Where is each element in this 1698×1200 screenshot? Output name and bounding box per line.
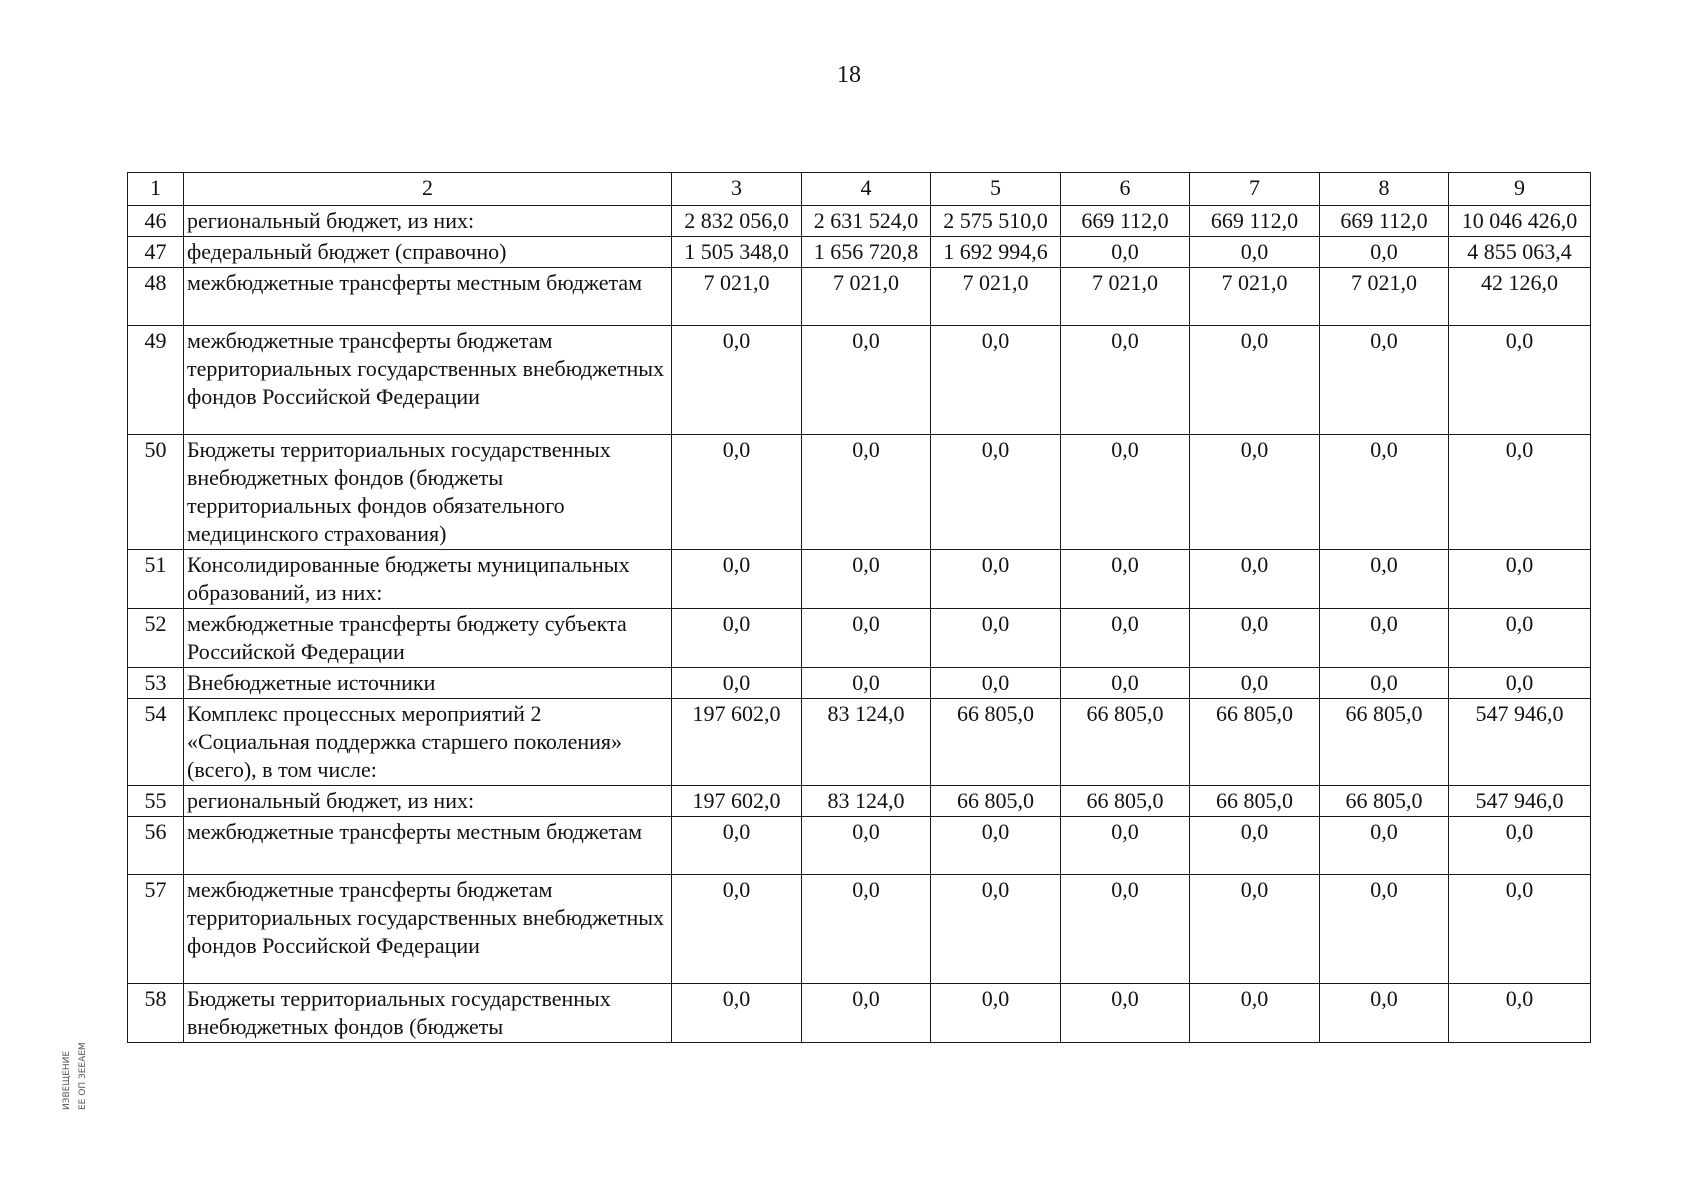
value-cell-col-6: 0,0	[1061, 326, 1190, 435]
value-cell-col-6: 0,0	[1061, 237, 1190, 268]
row-number: 57	[128, 875, 184, 984]
value-cell-col-7: 0,0	[1190, 326, 1320, 435]
value-cell-col-6: 66 805,0	[1061, 786, 1190, 817]
value-cell-col-5: 0,0	[931, 817, 1061, 875]
value-cell-col-6: 0,0	[1061, 817, 1190, 875]
row-label: межбюджетные трансферты местным бюджетам	[184, 268, 672, 326]
value-cell-col-4: 7 021,0	[802, 268, 931, 326]
value-cell-col-9: 42 126,0	[1449, 268, 1591, 326]
value-cell-col-4: 0,0	[802, 435, 931, 550]
value-cell-col-8: 0,0	[1320, 237, 1449, 268]
table-row	[128, 699, 1591, 786]
table-row	[128, 984, 1591, 1043]
value-cell-col-4: 0,0	[802, 984, 931, 1043]
value-cell-col-4: 0,0	[802, 609, 931, 668]
value-cell-col-5: 0,0	[931, 984, 1061, 1043]
value-cell-col-7: 0,0	[1190, 609, 1320, 668]
row-label: Консолидированные бюджеты муниципальных образований, из них:	[184, 550, 672, 609]
value-cell-col-3: 0,0	[672, 326, 802, 435]
value-cell-col-3: 0,0	[672, 817, 802, 875]
value-cell-col-5: 7 021,0	[931, 268, 1061, 326]
row-number: 50	[128, 435, 184, 550]
value-cell-col-5: 0,0	[931, 609, 1061, 668]
header-cell-4: 4	[802, 173, 931, 206]
value-cell-col-7: 0,0	[1190, 984, 1320, 1043]
value-cell-col-4: 0,0	[802, 550, 931, 609]
row-number: 51	[128, 550, 184, 609]
value-cell-col-3: 0,0	[672, 550, 802, 609]
value-cell-col-3: 2 832 056,0	[672, 206, 802, 237]
value-cell-col-5: 0,0	[931, 326, 1061, 435]
row-number: 49	[128, 326, 184, 435]
value-cell-col-8: 7 021,0	[1320, 268, 1449, 326]
value-cell-col-3: 0,0	[672, 668, 802, 699]
value-cell-col-4: 0,0	[802, 875, 931, 984]
budget-table	[127, 172, 1591, 1043]
row-number: 52	[128, 609, 184, 668]
value-cell-col-8: 0,0	[1320, 984, 1449, 1043]
value-cell-col-3: 0,0	[672, 609, 802, 668]
value-cell-col-7: 0,0	[1190, 875, 1320, 984]
value-cell-col-3: 197 602,0	[672, 699, 802, 786]
table-row	[128, 609, 1591, 668]
table-row	[128, 435, 1591, 550]
row-label: межбюджетные трансферты бюджетам территориальных государственных внебюджетных фондов Российской Федерации	[184, 326, 672, 435]
value-cell-col-3: 0,0	[672, 875, 802, 984]
value-cell-col-9: 0,0	[1449, 984, 1591, 1043]
header-cell-6: 6	[1061, 173, 1190, 206]
header-cell-2: 2	[184, 173, 672, 206]
value-cell-col-9: 0,0	[1449, 609, 1591, 668]
value-cell-col-4: 0,0	[802, 817, 931, 875]
value-cell-col-9: 547 946,0	[1449, 786, 1591, 817]
value-cell-col-6: 0,0	[1061, 875, 1190, 984]
value-cell-col-8: 66 805,0	[1320, 786, 1449, 817]
value-cell-col-8: 0,0	[1320, 875, 1449, 984]
value-cell-col-3: 0,0	[672, 435, 802, 550]
value-cell-col-6: 669 112,0	[1061, 206, 1190, 237]
header-cell-9: 9	[1449, 173, 1591, 206]
value-cell-col-8: 669 112,0	[1320, 206, 1449, 237]
value-cell-col-7: 0,0	[1190, 817, 1320, 875]
value-cell-col-9: 0,0	[1449, 435, 1591, 550]
value-cell-col-6: 7 021,0	[1061, 268, 1190, 326]
header-cell-7: 7	[1190, 173, 1320, 206]
stamp-line: ИЗВЕЩЕНИЕ	[62, 1050, 72, 1110]
side-stamp	[28, 900, 98, 1115]
table-header-row	[128, 173, 1591, 206]
row-label: Внебюджетные источники	[184, 668, 672, 699]
value-cell-col-7: 7 021,0	[1190, 268, 1320, 326]
header-cell-1: 1	[128, 173, 184, 206]
value-cell-col-8: 0,0	[1320, 609, 1449, 668]
row-label: межбюджетные трансферты местным бюджетам	[184, 817, 672, 875]
value-cell-col-9: 0,0	[1449, 817, 1591, 875]
value-cell-col-4: 0,0	[802, 326, 931, 435]
row-label: межбюджетные трансферты бюджетам территориальных государственных внебюджетных фондов Российской Федерации	[184, 875, 672, 984]
value-cell-col-7: 66 805,0	[1190, 786, 1320, 817]
value-cell-col-3: 197 602,0	[672, 786, 802, 817]
value-cell-col-9: 10 046 426,0	[1449, 206, 1591, 237]
value-cell-col-9: 0,0	[1449, 550, 1591, 609]
header-cell-5: 5	[931, 173, 1061, 206]
value-cell-col-5: 2 575 510,0	[931, 206, 1061, 237]
header-cell-3: 3	[672, 173, 802, 206]
value-cell-col-5: 0,0	[931, 435, 1061, 550]
value-cell-col-9: 4 855 063,4	[1449, 237, 1591, 268]
value-cell-col-8: 0,0	[1320, 550, 1449, 609]
table-row	[128, 786, 1591, 817]
row-label: федеральный бюджет (справочно)	[184, 237, 672, 268]
stamp-line: ЕЕ ОП ЗЕЕАЕМ	[78, 1042, 88, 1110]
value-cell-col-4: 83 124,0	[802, 786, 931, 817]
row-number: 48	[128, 268, 184, 326]
table-row	[128, 206, 1591, 237]
value-cell-col-5: 66 805,0	[931, 786, 1061, 817]
table-row	[128, 550, 1591, 609]
value-cell-col-9: 0,0	[1449, 326, 1591, 435]
value-cell-col-6: 0,0	[1061, 550, 1190, 609]
value-cell-col-5: 0,0	[931, 875, 1061, 984]
value-cell-col-8: 0,0	[1320, 668, 1449, 699]
value-cell-col-3: 7 021,0	[672, 268, 802, 326]
value-cell-col-9: 0,0	[1449, 668, 1591, 699]
value-cell-col-7: 0,0	[1190, 435, 1320, 550]
table-row	[128, 875, 1591, 984]
row-number: 58	[128, 984, 184, 1043]
value-cell-col-5: 0,0	[931, 550, 1061, 609]
page-number: 18	[837, 62, 861, 88]
value-cell-col-6: 0,0	[1061, 435, 1190, 550]
value-cell-col-3: 1 505 348,0	[672, 237, 802, 268]
value-cell-col-8: 0,0	[1320, 817, 1449, 875]
table-row	[128, 326, 1591, 435]
table-row	[128, 668, 1591, 699]
value-cell-col-6: 0,0	[1061, 609, 1190, 668]
row-label: Бюджеты территориальных государственных внебюджетных фондов (бюджеты	[184, 984, 672, 1043]
row-number: 54	[128, 699, 184, 786]
row-number: 53	[128, 668, 184, 699]
value-cell-col-5: 0,0	[931, 668, 1061, 699]
value-cell-col-6: 0,0	[1061, 668, 1190, 699]
row-number: 47	[128, 237, 184, 268]
value-cell-col-5: 1 692 994,6	[931, 237, 1061, 268]
row-label: межбюджетные трансферты бюджету субъекта Российской Федерации	[184, 609, 672, 668]
value-cell-col-8: 0,0	[1320, 435, 1449, 550]
value-cell-col-6: 0,0	[1061, 984, 1190, 1043]
value-cell-col-4: 0,0	[802, 668, 931, 699]
table-row	[128, 817, 1591, 875]
row-label: Комплекс процессных мероприятий 2 «Социальная поддержка старшего поколения» (всего), в том числе:	[184, 699, 672, 786]
value-cell-col-7: 0,0	[1190, 550, 1320, 609]
value-cell-col-5: 66 805,0	[931, 699, 1061, 786]
table-row	[128, 237, 1591, 268]
row-label: региональный бюджет, из них:	[184, 786, 672, 817]
value-cell-col-7: 0,0	[1190, 668, 1320, 699]
value-cell-col-8: 66 805,0	[1320, 699, 1449, 786]
row-number: 46	[128, 206, 184, 237]
value-cell-col-4: 2 631 524,0	[802, 206, 931, 237]
value-cell-col-7: 66 805,0	[1190, 699, 1320, 786]
row-number: 56	[128, 817, 184, 875]
value-cell-col-4: 1 656 720,8	[802, 237, 931, 268]
header-cell-8: 8	[1320, 173, 1449, 206]
value-cell-col-7: 669 112,0	[1190, 206, 1320, 237]
row-number: 55	[128, 786, 184, 817]
value-cell-col-7: 0,0	[1190, 237, 1320, 268]
value-cell-col-6: 66 805,0	[1061, 699, 1190, 786]
value-cell-col-4: 83 124,0	[802, 699, 931, 786]
value-cell-col-3: 0,0	[672, 984, 802, 1043]
value-cell-col-8: 0,0	[1320, 326, 1449, 435]
value-cell-col-9: 547 946,0	[1449, 699, 1591, 786]
value-cell-col-9: 0,0	[1449, 875, 1591, 984]
row-label: Бюджеты территориальных государственных внебюджетных фондов (бюджеты территориальных фондов обязательного медицинского страхования)	[184, 435, 672, 550]
row-label: региональный бюджет, из них:	[184, 206, 672, 237]
table-row	[128, 268, 1591, 326]
